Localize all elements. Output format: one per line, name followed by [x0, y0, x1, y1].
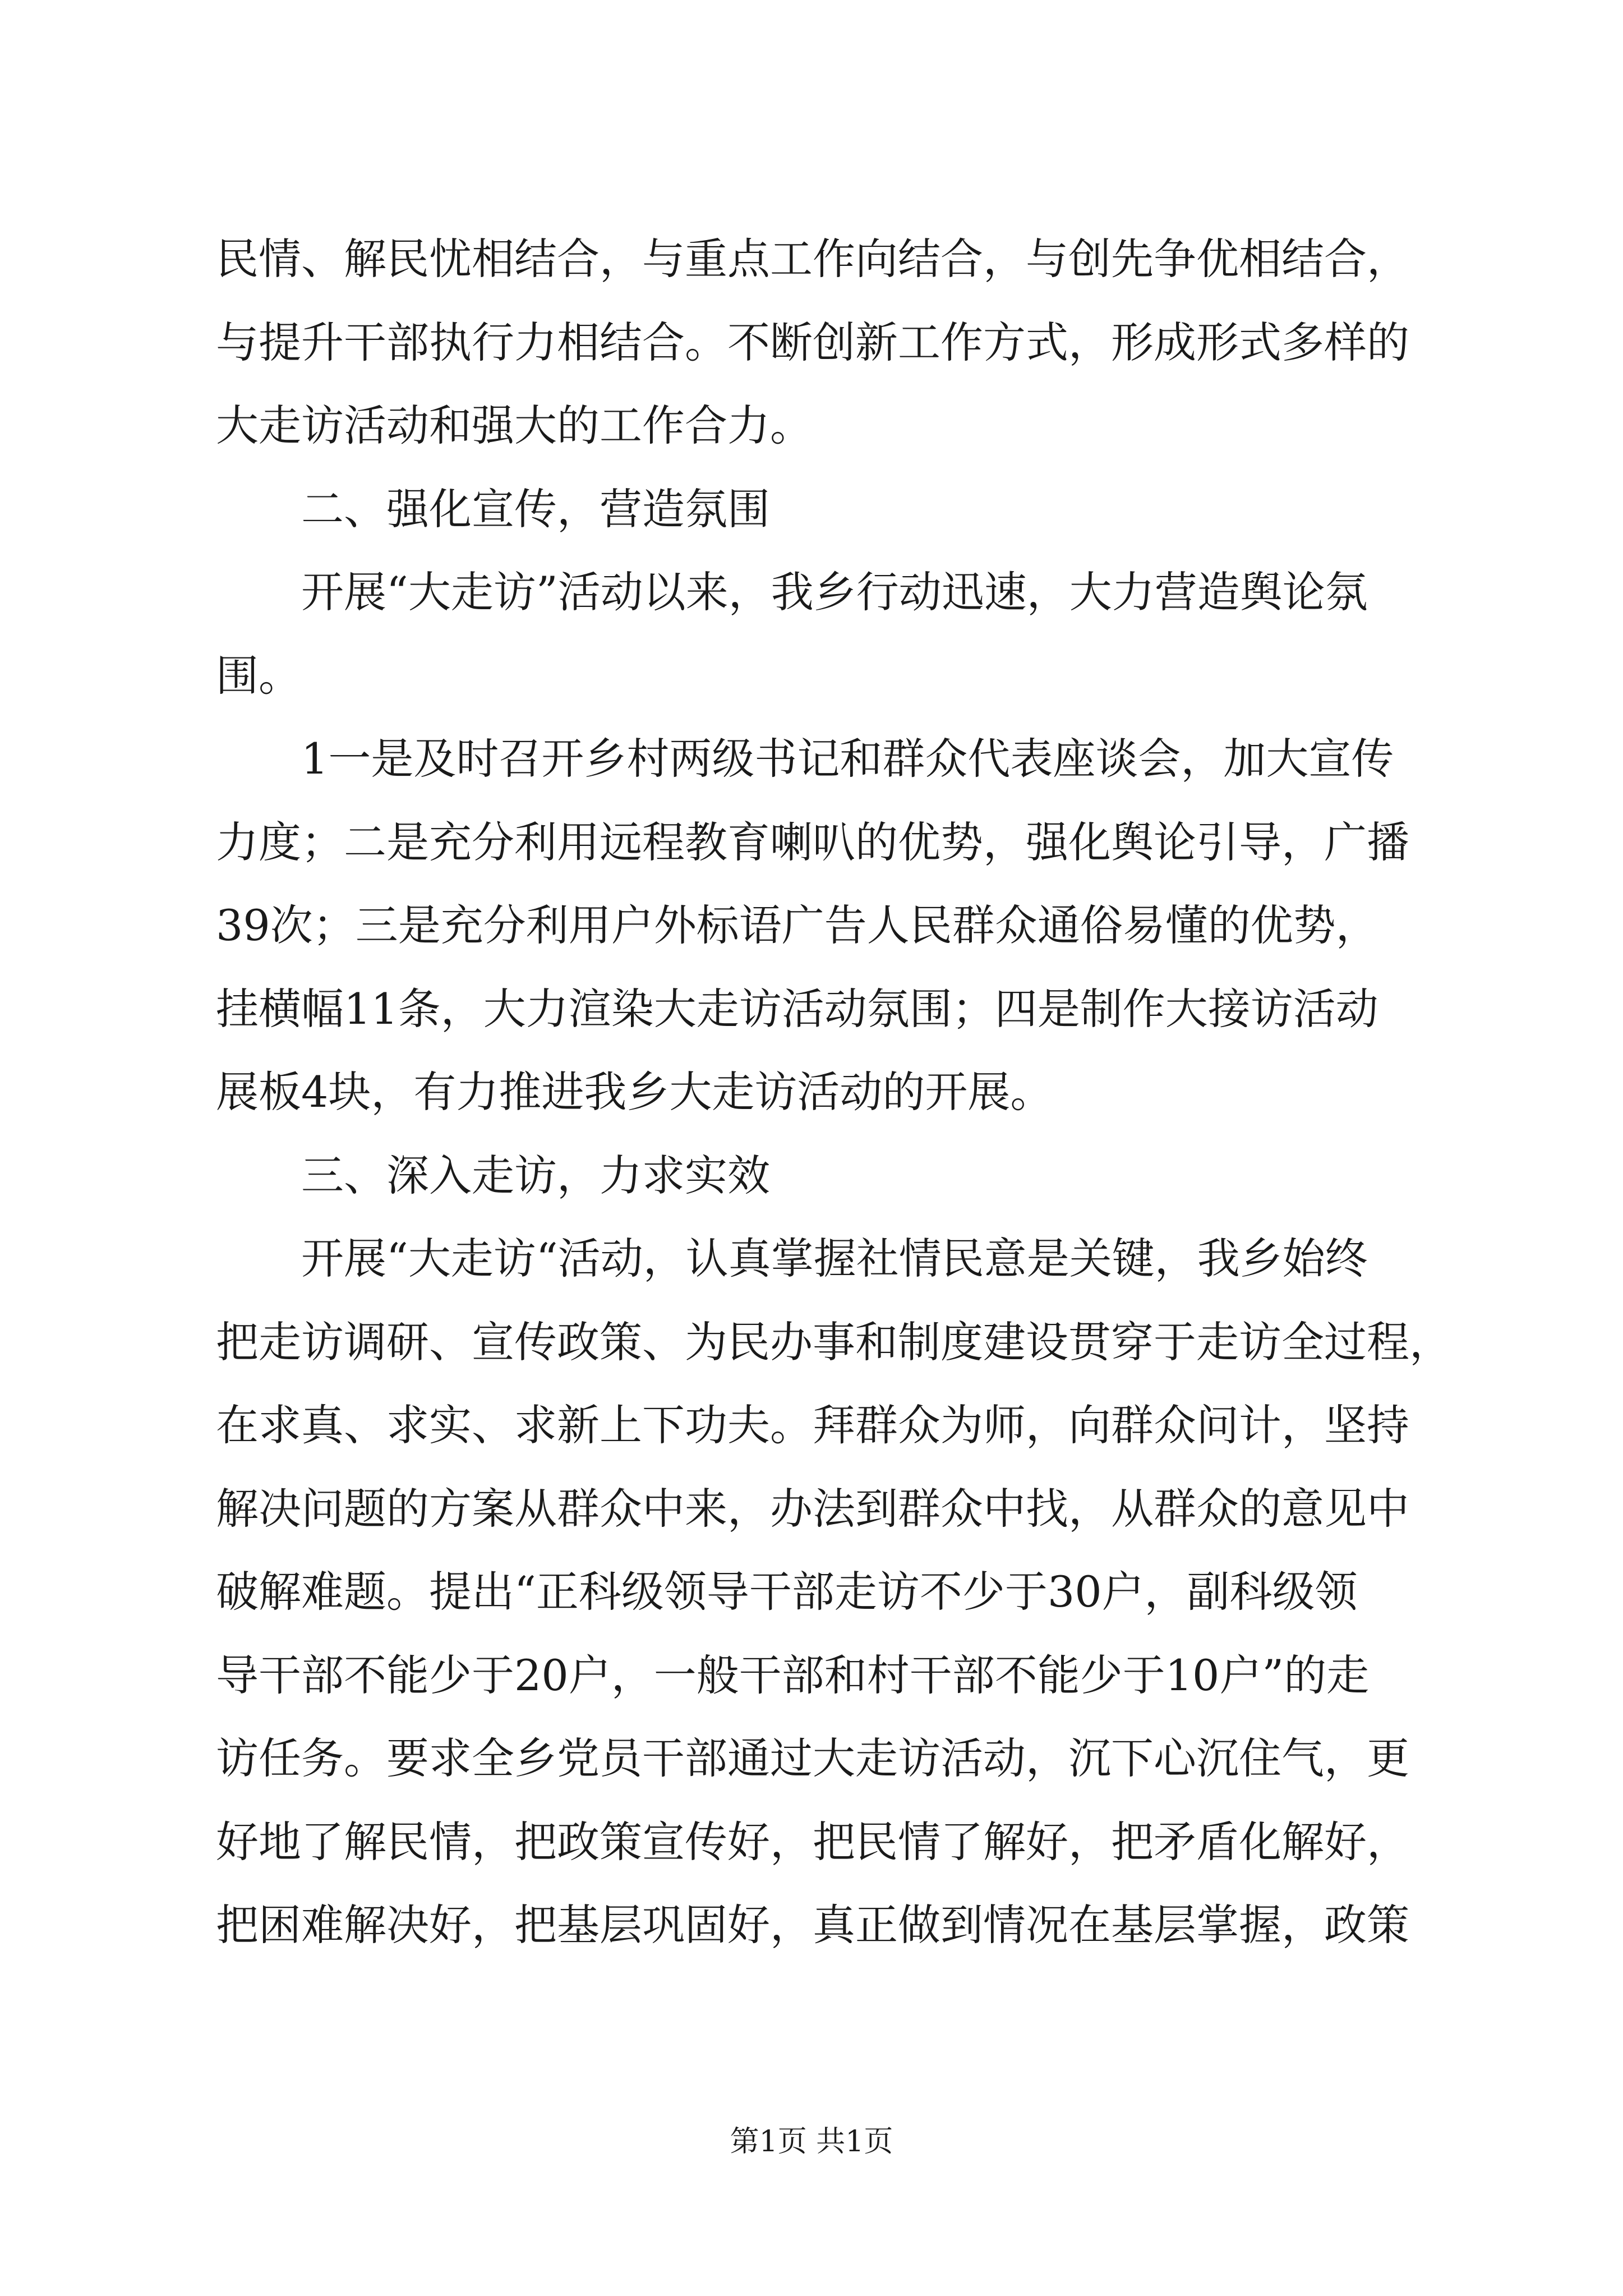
text-line: 访任务。要求全乡党员干部通过大走访活动，沉下心沉住气，更 — [216, 1733, 1409, 1783]
section-heading: 三、深入走访，力求实效 — [216, 1150, 770, 1200]
text-line: 挂横幅11条，大力渲染大走访活动氛围；四是制作大接访活动 — [216, 983, 1378, 1034]
text-line: 把走访调研、宣传政策、为民办事和制度建设贯穿于走访全过程， — [216, 1317, 1452, 1367]
text-line: 与提升干部执行力相结合。不断创新工作方式，形成形式多样的 — [216, 317, 1409, 367]
text-line: 解决问题的方案从群众中来，办法到群众中找，从群众的意见中 — [216, 1483, 1409, 1534]
text-line: 民情、解民忧相结合，与重点工作向结合，与创先争优相结合， — [216, 234, 1409, 284]
section-heading: 二、强化宣传，营造氛围 — [216, 484, 770, 534]
text-line: 导干部不能少于20户，一般干部和村干部不能少于10户”的走 — [216, 1650, 1370, 1700]
text-line: 展板4块，有力推进我乡大走访活动的开展。 — [216, 1067, 1053, 1117]
text-line: 力度；二是充分利用远程教育喇叭的优势，强化舆论引导，广播 — [216, 817, 1409, 867]
text-line: 开展“大走访”活动以来，我乡行动迅速，大力营造舆论氛 — [216, 567, 1368, 617]
text-line: 39次；三是充分利用户外标语广告人民群众通俗易懂的优势， — [216, 900, 1378, 950]
page-number-label: 第1页 共1页 — [730, 2125, 893, 2159]
text-line: 破解难题。提出“正科级领导干部走访不少于30户，副科级领 — [216, 1567, 1358, 1617]
text-line: 把困难解决好，把基层巩固好，真正做到情况在基层掌握，政策 — [216, 1900, 1409, 1950]
text-line: 1一是及时召开乡村两级书记和群众代表座谈会，加大宣传 — [216, 734, 1394, 784]
text-line: 围。 — [216, 650, 301, 701]
page-footer — [0, 2118, 1623, 2160]
text-line: 好地了解民情，把政策宣传好，把民情了解好，把矛盾化解好， — [216, 1816, 1409, 1867]
document-body — [216, 218, 1452, 1967]
text-line: 大走访活动和强大的工作合力。 — [216, 401, 813, 450]
text-line: 在求真、求实、求新上下功夫。拜群众为师，向群众问计，坚持 — [216, 1400, 1409, 1450]
text-line: 开展“大走访“活动，认真掌握社情民意是关键，我乡始终 — [216, 1234, 1368, 1283]
